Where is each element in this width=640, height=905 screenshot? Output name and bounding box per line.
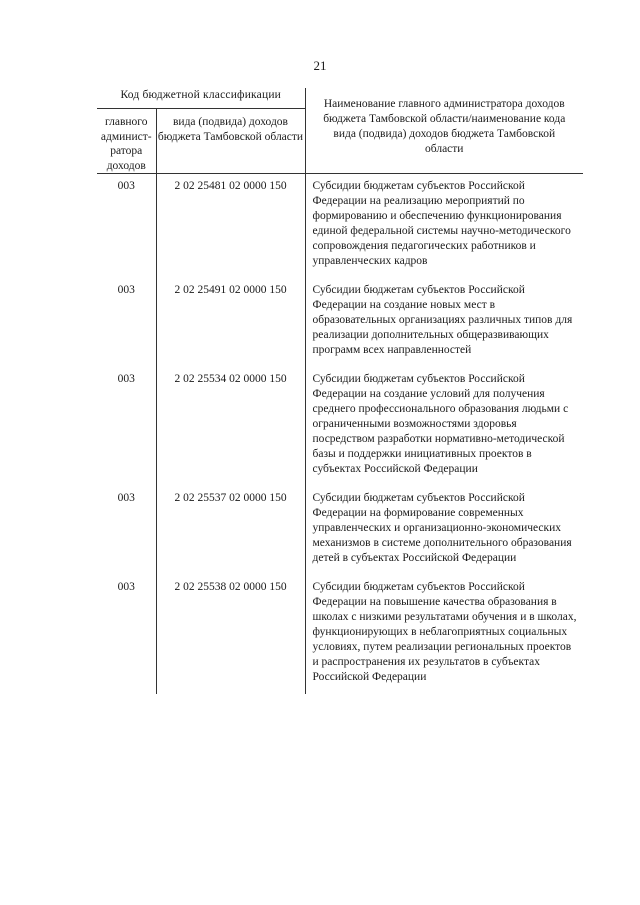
- row-description: Субсидии бюджетам субъектов Российской Федерации на создание условий для получения среднего профессионального образования людьми с ограниченными возможностями здоровья посредством разработки нормативно-методической базы и поддержки инициативных проектов в субъектах Российской Федерации: [312, 373, 569, 475]
- row-description: Субсидии бюджетам субъектов Российской Федерации на реализацию мероприятий по формированию и обеспечению функционирования единой федеральной системы научно-методического сопровождения педагогических работников и управленческих кадров: [312, 180, 571, 267]
- row-income-code: 2 02 25537 02 0000 150: [156, 486, 305, 575]
- budget-classification-table: [97, 88, 583, 694]
- row-description: Субсидии бюджетам субъектов Российской Федерации на повышение качества образования в школах с низкими результатами обучения и в школах, функционирующих в неблагоприятных социальных условиях, путем реализации региональных проектов и распространения их результатов в субъектах Российской Федерации: [312, 581, 577, 683]
- row-admin-code: 003: [97, 174, 156, 279]
- header-administrator-name: Наименование главного администратора доходов бюджета Тамбовской области/наименование кода вида (подвида) доходов бюджета Тамбовской области: [305, 88, 583, 174]
- table-row: [97, 575, 583, 694]
- table-row: [97, 278, 583, 367]
- header-budget-classification-code: Код бюджетной классификации: [97, 88, 305, 109]
- row-admin-code: 003: [97, 367, 156, 486]
- row-admin-code: 003: [97, 575, 156, 694]
- row-income-code: 2 02 25481 02 0000 150: [156, 174, 305, 279]
- row-income-code: 2 02 25538 02 0000 150: [156, 575, 305, 694]
- row-admin-code: 003: [97, 486, 156, 575]
- header-main-administrator: главного админист-ратора доходов: [97, 109, 156, 174]
- header-income-type-code: вида (подвида) доходов бюджета Тамбовской области: [156, 109, 305, 174]
- table-header-row: [97, 88, 583, 109]
- row-admin-code: 003: [97, 278, 156, 367]
- row-income-code: 2 02 25491 02 0000 150: [156, 278, 305, 367]
- table-row: [97, 486, 583, 575]
- row-income-code: 2 02 25534 02 0000 150: [156, 367, 305, 486]
- page-number: 21: [313, 58, 327, 73]
- row-description: Субсидии бюджетам субъектов Российской Федерации на формирование современных управленческих и организационно-экономических механизмов в системе дополнительного образования детей в субъектах Российской Федерации: [312, 492, 572, 564]
- row-description: Субсидии бюджетам субъектов Российской Федерации на создание новых мест в образовательных организациях различных типов для реализации дополнительных общеразвивающих программ всех направленностей: [312, 284, 573, 356]
- table-row: [97, 367, 583, 486]
- table-row: [97, 174, 583, 279]
